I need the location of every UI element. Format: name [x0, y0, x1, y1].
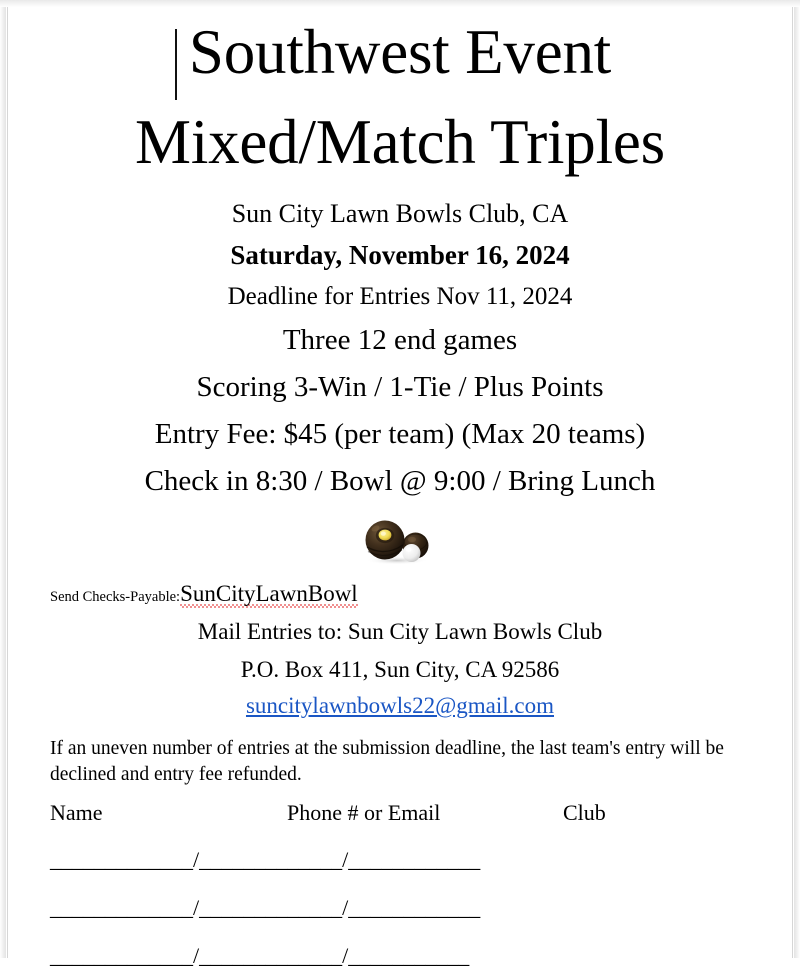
text-caret: [175, 29, 177, 100]
mail-entries-line: Mail Entries to: Sun City Lawn Bowls Club: [197, 619, 603, 644]
entry-form-row[interactable]: _____________/_____________/____________: [50, 895, 481, 920]
detail-games: Three 12 end games: [282, 324, 518, 356]
checks-payee-name: SunCityLawnBowl: [180, 581, 358, 606]
detail-entry-fee: Entry Fee: $45 (per team) (Max 20 teams): [154, 418, 646, 450]
lawn-bowls-graphic-wrap: [10, 517, 790, 569]
disclaimer-text: If an uneven number of entries at the submission deadline, the last team's entry will be declined and entry fee refunded.: [50, 738, 724, 785]
page-right-border: [792, 0, 793, 958]
page-right-shadow: [794, 0, 800, 958]
page-left-border: [7, 0, 8, 958]
contact-email-link[interactable]: suncitylawnbowls22@gmail.com: [245, 693, 554, 718]
page-title-line-1: Southwest Event: [188, 17, 612, 87]
mail-address-line: P.O. Box 411, Sun City, CA 92586: [240, 657, 560, 682]
lawn-bowls-image: [363, 517, 437, 565]
form-header-name: Name: [50, 800, 103, 825]
entry-form-row[interactable]: _____________/_____________/___________: [50, 943, 470, 968]
send-checks-label: Send Checks-Payable:: [50, 589, 181, 605]
entry-form-row[interactable]: _____________/_____________/____________: [50, 847, 481, 872]
document-content[interactable]: [10, 0, 790, 968]
page-left-shadow: [0, 0, 6, 958]
detail-scoring: Scoring 3-Win / 1-Tie / Plus Points: [196, 371, 604, 403]
entry-form-headers: [50, 798, 750, 828]
event-date-text: Saturday, November 16, 2024: [230, 240, 570, 270]
send-checks-row: [50, 579, 790, 612]
entry-deadline-text: Deadline for Entries Nov 11, 2024: [227, 283, 573, 310]
venue-text: Sun City Lawn Bowls Club, CA: [231, 199, 569, 228]
entry-form-lines: [50, 836, 790, 980]
form-header-club: Club: [563, 800, 606, 825]
detail-schedule: Check in 8:30 / Bowl @ 9:00 / Bring Lunch: [144, 465, 656, 497]
title-block: [10, 7, 790, 187]
form-header-phone: Phone # or Email: [287, 800, 441, 825]
page-title-line-2: Mixed/Match Triples: [135, 107, 665, 177]
